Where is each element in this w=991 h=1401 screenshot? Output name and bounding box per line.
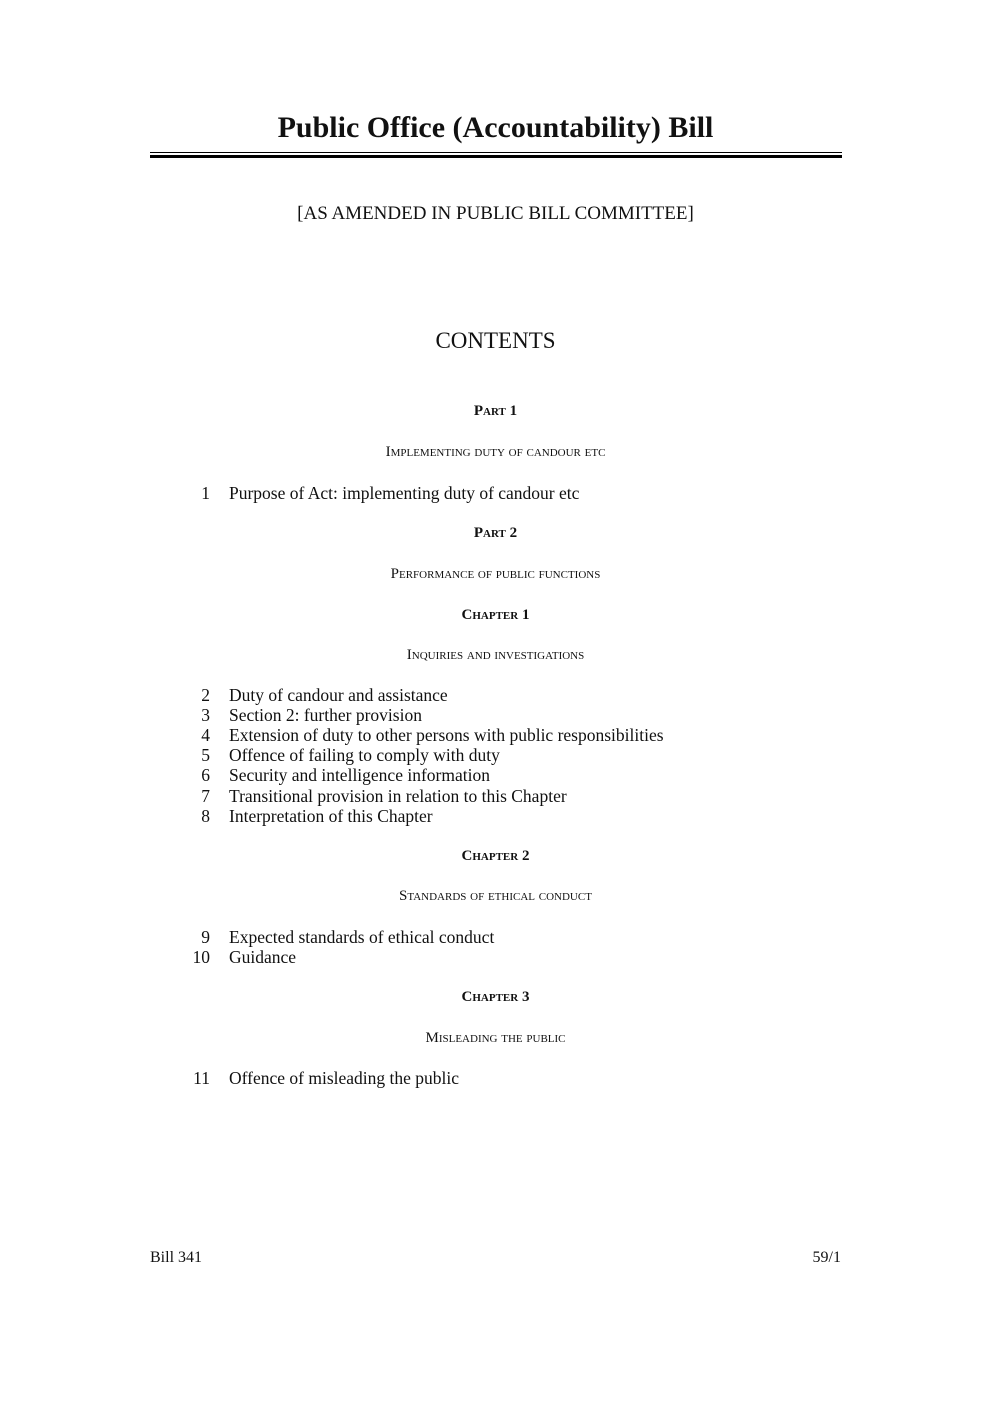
bill-number: Bill 341: [150, 1249, 203, 1266]
item-number: 5: [201, 745, 210, 765]
item-title: Guidance: [229, 947, 297, 967]
item-title: Interpretation of this Chapter: [229, 806, 433, 826]
chapter-3-heading: Misleading the public: [425, 1030, 566, 1046]
item-title: Offence of misleading the public: [229, 1068, 460, 1088]
item-number: 8: [201, 806, 210, 826]
item-number: 3: [201, 705, 210, 725]
item-number: 7: [201, 786, 210, 806]
part-1-label: Part 1: [473, 403, 518, 419]
chapter-2-heading: Standards of ethical conduct: [399, 888, 592, 904]
item-number: 1: [201, 483, 210, 503]
item-title: Security and intelligence information: [229, 765, 490, 785]
chapter-1-heading: Inquiries and investigations: [406, 647, 585, 663]
part-2-heading: Performance of public functions: [390, 566, 601, 582]
part-2-label: Part 2: [473, 525, 518, 541]
item-title: Extension of duty to other persons with public responsibilities: [229, 725, 664, 745]
print-reference: 59/1: [812, 1249, 841, 1266]
item-title: Duty of candour and assistance: [229, 685, 448, 705]
title-rule-thin: [150, 152, 842, 153]
contents-heading: CONTENTS: [435, 328, 556, 353]
amendment-status: [AS AMENDED IN PUBLIC BILL COMMITTEE]: [297, 203, 694, 224]
item-title: Expected standards of ethical conduct: [229, 927, 495, 947]
item-title: Transitional provision in relation to this Chapter: [229, 786, 567, 806]
item-number: 11: [193, 1068, 210, 1088]
chapter-2-label: Chapter 2: [461, 848, 530, 864]
item-number: 10: [192, 947, 210, 967]
item-number: 9: [201, 927, 210, 947]
item-title: Purpose of Act: implementing duty of candour etc: [229, 483, 580, 503]
chapter-3-label: Chapter 3: [461, 989, 530, 1005]
part-1-heading: Implementing duty of candour etc: [385, 444, 606, 460]
document-title: Public Office (Accountability) Bill: [277, 111, 714, 144]
item-title: Section 2: further provision: [229, 705, 422, 725]
item-number: 4: [201, 725, 210, 745]
chapter-1-label: Chapter 1: [461, 607, 530, 623]
item-number: 2: [201, 685, 210, 705]
item-number: 6: [201, 765, 210, 785]
item-title: Offence of failing to comply with duty: [229, 745, 500, 765]
title-rule-thick: [150, 155, 842, 158]
